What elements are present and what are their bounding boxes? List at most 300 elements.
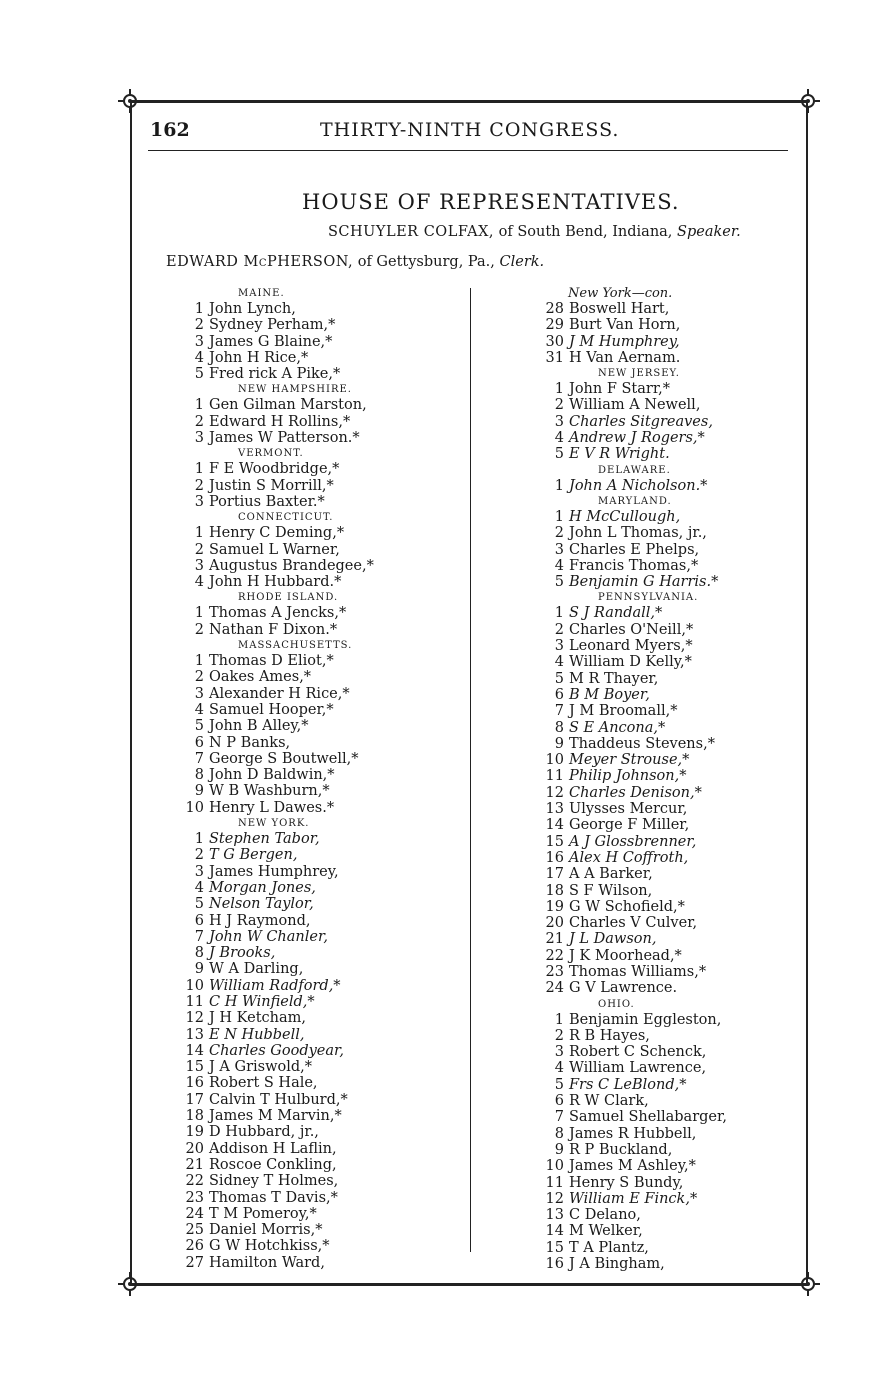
- member-name: Ulysses Mercur,: [569, 801, 688, 818]
- district-number: 24: [545, 980, 564, 997]
- district-number: 22: [545, 947, 564, 964]
- member-name: Thomas Williams,*: [569, 963, 707, 980]
- speaker-name: SCHUYLER COLFAX,: [328, 224, 495, 240]
- district-number: 2: [194, 317, 204, 334]
- member-entry: [536, 883, 796, 899]
- member-name: Roscoe Conkling,: [209, 1156, 337, 1173]
- district-number: 3: [194, 430, 204, 447]
- member-name: Henry C Deming,*: [209, 525, 345, 542]
- district-number: 1: [194, 605, 204, 622]
- member-name: William A Newell,: [569, 397, 701, 414]
- member-entry: [176, 301, 456, 317]
- state-heading: NEW HAMPSHIRE.: [238, 384, 352, 396]
- member-name: Nelson Taylor,: [209, 896, 314, 913]
- member-entry: [536, 1028, 796, 1044]
- member-name: Thomas A Jencks,*: [209, 605, 347, 622]
- member-entry: [176, 847, 456, 863]
- member-entry: [536, 1191, 796, 1207]
- member-entry: [536, 1077, 796, 1093]
- frame-bottom-rule: [130, 1283, 808, 1286]
- member-entry: [176, 735, 456, 751]
- state-heading: MARYLAND.: [598, 495, 672, 507]
- member-entry: [176, 1255, 456, 1271]
- member-entry: [536, 1060, 796, 1076]
- member-name: J K Moorhead,*: [569, 947, 682, 964]
- member-name: Charles Denison,*: [569, 784, 702, 801]
- member-entry: [536, 1240, 796, 1256]
- member-name: Oakes Ames,*: [209, 669, 312, 686]
- member-name: Gen Gilman Marston,: [209, 397, 367, 414]
- member-entry: [176, 494, 456, 510]
- district-number: 5: [554, 1076, 564, 1093]
- member-entry: [176, 1027, 456, 1043]
- district-number: 6: [194, 912, 204, 929]
- member-name: W B Washburn,*: [209, 783, 330, 800]
- district-number: 8: [554, 1125, 564, 1142]
- member-name: Edward H Rollins,*: [209, 413, 351, 430]
- member-name: William E Finck,*: [569, 1190, 698, 1207]
- district-number: 17: [545, 866, 564, 883]
- district-number: 16: [545, 849, 564, 866]
- member-entry: [536, 736, 796, 752]
- member-name: H J Raymond,: [209, 912, 311, 929]
- district-number: 9: [554, 735, 564, 752]
- district-number: 10: [185, 799, 204, 816]
- member-entry: [536, 948, 796, 964]
- member-entry: [176, 929, 456, 945]
- district-number: 14: [545, 817, 564, 834]
- member-entry: [536, 785, 796, 801]
- member-entry: [536, 638, 796, 654]
- district-number: 11: [185, 993, 204, 1010]
- member-entry: [536, 1093, 796, 1109]
- member-name: A J Glossbrenner,: [569, 833, 697, 850]
- member-name: John Lynch,: [209, 301, 296, 317]
- district-number: 29: [545, 317, 564, 334]
- member-name: S E Ancona,*: [569, 719, 666, 736]
- member-entry: [536, 980, 796, 996]
- state-heading: MASSACHUSETTS.: [238, 640, 353, 652]
- member-entry: [176, 978, 456, 994]
- member-entry: [536, 381, 796, 397]
- district-number: 16: [185, 1075, 204, 1092]
- district-number: 18: [185, 1108, 204, 1125]
- district-number: 4: [554, 654, 564, 671]
- member-name: T G Bergen,: [209, 847, 298, 864]
- district-number: 4: [554, 430, 564, 447]
- member-name: F E Woodbridge,*: [209, 461, 340, 478]
- district-number: 23: [185, 1189, 204, 1206]
- corner-ornament-icon: [795, 88, 821, 114]
- member-name: Robert C Schenck,: [569, 1044, 707, 1061]
- district-number: 2: [554, 525, 564, 542]
- member-name: J M Broomall,*: [569, 703, 678, 720]
- member-name: Charles Sitgreaves,: [569, 413, 713, 430]
- member-entry: [536, 350, 796, 366]
- state-heading: NEW YORK.: [238, 818, 310, 830]
- member-entry: [176, 913, 456, 929]
- member-entry: [536, 850, 796, 866]
- district-number: 3: [554, 541, 564, 558]
- member-entry: [176, 831, 456, 847]
- district-number: 8: [554, 719, 564, 736]
- district-number: 6: [554, 1093, 564, 1110]
- member-entry: [176, 945, 456, 961]
- district-number: 8: [194, 767, 204, 784]
- district-number: 2: [194, 541, 204, 558]
- member-entry: [176, 718, 456, 734]
- member-entry: [536, 834, 796, 850]
- running-title: THIRTY-NINTH CONGRESS.: [320, 119, 620, 141]
- corner-ornament-icon: [117, 88, 143, 114]
- member-name: James G Blaine,*: [209, 333, 333, 350]
- member-entry: [176, 961, 456, 977]
- district-number: 14: [185, 1042, 204, 1059]
- member-entry: [536, 542, 796, 558]
- district-number: 3: [194, 333, 204, 350]
- member-name: William D Kelly,*: [569, 654, 692, 671]
- member-entry: [176, 478, 456, 494]
- member-entry: [536, 654, 796, 670]
- district-number: 15: [545, 1239, 564, 1256]
- member-entry: [536, 915, 796, 931]
- member-entry: [176, 1092, 456, 1108]
- member-name: J A Griswold,*: [209, 1059, 313, 1076]
- member-name: G V Lawrence.: [569, 980, 678, 997]
- member-name: John F Starr,*: [569, 381, 671, 398]
- district-number: 7: [194, 750, 204, 767]
- member-entry: [536, 866, 796, 882]
- member-name: James Humphrey,: [209, 863, 339, 880]
- member-entry: [176, 1157, 456, 1173]
- member-entry: [176, 622, 456, 638]
- member-name: J H Ketcham,: [209, 1010, 306, 1027]
- member-entry: [536, 1207, 796, 1223]
- member-name: Hamilton Ward,: [209, 1254, 325, 1271]
- member-name: G W Schofield,*: [569, 898, 685, 915]
- clerk-role: Clerk.: [499, 254, 545, 270]
- district-number: 4: [194, 879, 204, 896]
- district-number: 4: [554, 557, 564, 574]
- member-name: Boswell Hart,: [569, 301, 670, 317]
- district-number: 5: [194, 718, 204, 735]
- member-entry: [536, 899, 796, 915]
- member-entry: [176, 880, 456, 896]
- member-entry: [176, 994, 456, 1010]
- column-divider: [470, 288, 471, 1252]
- member-name: James M Ashley,*: [569, 1158, 696, 1175]
- member-entry: [176, 702, 456, 718]
- frame-right-rule: [806, 100, 808, 1283]
- member-name: Alexander H Rice,*: [209, 685, 350, 702]
- member-name: Thomas D Eliot,*: [209, 653, 334, 670]
- page-title: HOUSE OF REPRESENTATIVES.: [302, 190, 680, 214]
- member-name: John L Thomas, jr.,: [569, 525, 707, 542]
- member-entry: [176, 414, 456, 430]
- member-entry: [176, 800, 456, 816]
- state-heading: VERMONT.: [238, 448, 304, 460]
- member-name: M R Thayer,: [569, 670, 659, 687]
- district-number: 23: [545, 963, 564, 980]
- district-number: 22: [185, 1173, 204, 1190]
- member-name: Benjamin G Harris.*: [569, 574, 719, 591]
- district-number: 3: [194, 493, 204, 510]
- district-number: 25: [185, 1222, 204, 1239]
- corner-ornament-icon: [795, 1271, 821, 1297]
- member-entry: [536, 317, 796, 333]
- member-entry: [536, 414, 796, 430]
- member-name: R W Clark,: [569, 1093, 649, 1110]
- member-name: Philip Johnson,*: [569, 768, 687, 785]
- district-number: 7: [554, 703, 564, 720]
- member-name: Andrew J Rogers,*: [569, 430, 705, 447]
- member-entry: [536, 525, 796, 541]
- member-name: Thomas T Davis,*: [209, 1189, 338, 1206]
- right-column: [536, 286, 796, 1272]
- member-entry: [536, 1109, 796, 1125]
- member-name: Justin S Morrill,*: [209, 477, 334, 494]
- district-number: 3: [194, 863, 204, 880]
- member-name: James R Hubbell,: [569, 1125, 697, 1142]
- left-column: [176, 286, 456, 1271]
- district-number: 12: [545, 784, 564, 801]
- member-name: Charles E Phelps,: [569, 541, 700, 558]
- member-name: N P Banks,: [209, 734, 291, 751]
- member-name: H Van Aernam.: [569, 349, 681, 366]
- page-number: 162: [150, 119, 190, 141]
- district-number: 18: [545, 882, 564, 899]
- member-entry: [536, 430, 796, 446]
- member-entry: [536, 964, 796, 980]
- district-number: 10: [545, 752, 564, 769]
- member-entry: [176, 1141, 456, 1157]
- member-entry: [176, 896, 456, 912]
- member-name: Fred rick A Pike,*: [209, 366, 341, 383]
- member-entry: [176, 605, 456, 621]
- member-name: S J Randall,*: [569, 605, 663, 622]
- member-name: Samuel L Warner,: [209, 541, 340, 558]
- member-name: John A Nicholson.*: [569, 477, 708, 494]
- member-name: Benjamin Eggleston,: [569, 1011, 722, 1028]
- member-name: William Lawrence,: [569, 1060, 707, 1077]
- member-name: T M Pomeroy,*: [209, 1205, 317, 1222]
- member-name: John D Baldwin,*: [209, 767, 335, 784]
- member-name: Daniel Morris,*: [209, 1222, 323, 1239]
- district-number: 16: [545, 1256, 564, 1273]
- frame-left-rule: [130, 100, 132, 1283]
- district-number: 14: [545, 1223, 564, 1240]
- district-number: 17: [185, 1091, 204, 1108]
- district-number: 1: [554, 477, 564, 494]
- member-name: John W Chanler,: [209, 928, 328, 945]
- clerk-location: of Gettysburg, Pa.,: [353, 254, 500, 270]
- member-name: E V R Wright.: [569, 446, 670, 463]
- member-name: Sidney T Holmes,: [209, 1173, 339, 1190]
- member-entry: [176, 1108, 456, 1124]
- member-entry: [536, 671, 796, 687]
- corner-ornament-icon: [117, 1271, 143, 1297]
- district-number: 1: [194, 301, 204, 317]
- district-number: 3: [554, 413, 564, 430]
- state-heading: MAINE.: [238, 288, 285, 299]
- member-name: George F Miller,: [569, 817, 690, 834]
- district-number: 28: [545, 301, 564, 317]
- member-entry: [536, 931, 796, 947]
- member-name: Leonard Myers,*: [569, 638, 693, 655]
- district-number: 2: [194, 477, 204, 494]
- member-entry: [176, 1043, 456, 1059]
- member-name: J Brooks,: [209, 945, 276, 962]
- district-number: 9: [194, 961, 204, 978]
- member-entry: [536, 720, 796, 736]
- member-name: John H Hubbard.*: [209, 574, 342, 591]
- member-entry: [536, 622, 796, 638]
- member-name: J L Dawson,: [569, 931, 657, 948]
- member-entry: [536, 1158, 796, 1174]
- member-entry: [176, 686, 456, 702]
- member-entry: [536, 301, 796, 317]
- district-number: 7: [554, 1109, 564, 1126]
- member-entry: [536, 1142, 796, 1158]
- clerk-name: EDWARD McPHERSON,: [166, 254, 354, 270]
- member-entry: [176, 397, 456, 413]
- member-entry: [536, 1126, 796, 1142]
- member-name: John H Rice,*: [209, 349, 309, 366]
- member-name: Samuel Hooper,*: [209, 701, 334, 718]
- member-name: Charles V Culver,: [569, 915, 698, 932]
- district-number: 21: [545, 931, 564, 948]
- district-number: 31: [545, 349, 564, 366]
- member-name: J M Humphrey,: [569, 333, 680, 350]
- member-name: Samuel Shellabarger,: [569, 1109, 727, 1126]
- district-number: 4: [194, 574, 204, 591]
- member-name: Portius Baxter.*: [209, 493, 325, 510]
- member-name: S F Wilson,: [569, 882, 653, 899]
- member-name: R P Buckland,: [569, 1141, 673, 1158]
- district-number: 12: [545, 1190, 564, 1207]
- member-name: Augustus Brandegee,*: [209, 557, 374, 574]
- member-entry: [536, 558, 796, 574]
- district-number: 20: [545, 915, 564, 932]
- member-entry: [176, 542, 456, 558]
- member-name: A A Barker,: [569, 866, 653, 883]
- district-number: 5: [194, 366, 204, 383]
- member-entry: [536, 801, 796, 817]
- district-number: 10: [185, 977, 204, 994]
- speaker-role: Speaker.: [677, 224, 741, 240]
- clerk-line: [166, 254, 544, 270]
- member-name: Robert S Hale,: [209, 1075, 318, 1092]
- district-number: 2: [194, 847, 204, 864]
- district-number: 10: [545, 1158, 564, 1175]
- district-number: 6: [194, 734, 204, 751]
- member-entry: [176, 1075, 456, 1091]
- speaker-line: [328, 224, 741, 240]
- member-name: C H Winfield,*: [209, 993, 315, 1010]
- member-entry: [176, 1206, 456, 1222]
- district-number: 4: [554, 1060, 564, 1077]
- district-number: 5: [554, 670, 564, 687]
- member-name: W A Darling,: [209, 961, 304, 978]
- state-heading: PENNSYLVANIA.: [598, 592, 699, 604]
- member-entry: [536, 687, 796, 703]
- district-number: 1: [554, 1011, 564, 1028]
- member-name: Charles O'Neill,*: [569, 621, 694, 638]
- member-entry: [176, 1173, 456, 1189]
- state-heading: NEW JERSEY.: [598, 368, 680, 380]
- member-entry: [176, 864, 456, 880]
- district-number: 13: [545, 1207, 564, 1224]
- district-number: 1: [194, 525, 204, 542]
- member-name: Sydney Perham,*: [209, 317, 336, 334]
- member-entry: [176, 1010, 456, 1026]
- member-entry: [536, 703, 796, 719]
- member-name: B M Boyer,: [569, 686, 650, 703]
- member-name: Frs C LeBlond,*: [569, 1076, 687, 1093]
- district-number: 1: [194, 397, 204, 414]
- district-number: 12: [185, 1010, 204, 1027]
- frame-top-rule: [130, 100, 808, 103]
- district-number: 15: [185, 1059, 204, 1076]
- member-entry: [536, 768, 796, 784]
- member-name: J A Bingham,: [569, 1256, 665, 1273]
- member-entry: [176, 430, 456, 446]
- state-heading: OHIO.: [598, 998, 635, 1010]
- member-entry: [176, 1222, 456, 1238]
- district-number: 4: [194, 349, 204, 366]
- member-entry: [176, 1059, 456, 1075]
- member-entry: [536, 1175, 796, 1191]
- member-name: Henry S Bundy,: [569, 1174, 684, 1191]
- member-entry: [536, 605, 796, 621]
- district-number: 2: [194, 413, 204, 430]
- district-number: 8: [194, 945, 204, 962]
- member-name: George S Boutwell,*: [209, 750, 359, 767]
- district-number: 21: [185, 1156, 204, 1173]
- member-entry: [536, 1223, 796, 1239]
- member-entry: [176, 334, 456, 350]
- member-entry: [536, 509, 796, 525]
- district-number: 11: [545, 768, 564, 785]
- district-number: 7: [194, 928, 204, 945]
- member-name: John B Alley,*: [209, 718, 309, 735]
- district-number: 27: [185, 1254, 204, 1271]
- district-number: 1: [194, 831, 204, 848]
- member-entry: [176, 558, 456, 574]
- district-number: 3: [554, 1044, 564, 1061]
- district-number: 5: [554, 446, 564, 463]
- district-number: 5: [194, 896, 204, 913]
- member-name: Francis Thomas,*: [569, 557, 699, 574]
- district-number: 26: [185, 1238, 204, 1255]
- state-heading: RHODE ISLAND.: [238, 592, 339, 604]
- member-name: E N Hubbell,: [209, 1026, 305, 1043]
- member-entry: [536, 1256, 796, 1272]
- member-name: Calvin T Hulburd,*: [209, 1091, 348, 1108]
- district-number: 24: [185, 1205, 204, 1222]
- member-entry: [176, 461, 456, 477]
- member-name: Alex H Coffroth,: [569, 849, 689, 866]
- district-number: 3: [554, 638, 564, 655]
- member-name: T A Plantz,: [569, 1239, 649, 1256]
- member-name: Burt Van Horn,: [569, 317, 681, 334]
- district-number: 2: [554, 1027, 564, 1044]
- member-entry: [536, 574, 796, 590]
- district-number: 1: [194, 653, 204, 670]
- member-name: C Delano,: [569, 1207, 641, 1224]
- state-heading: CONNECTICUT.: [238, 512, 334, 524]
- header-rule: [148, 150, 788, 151]
